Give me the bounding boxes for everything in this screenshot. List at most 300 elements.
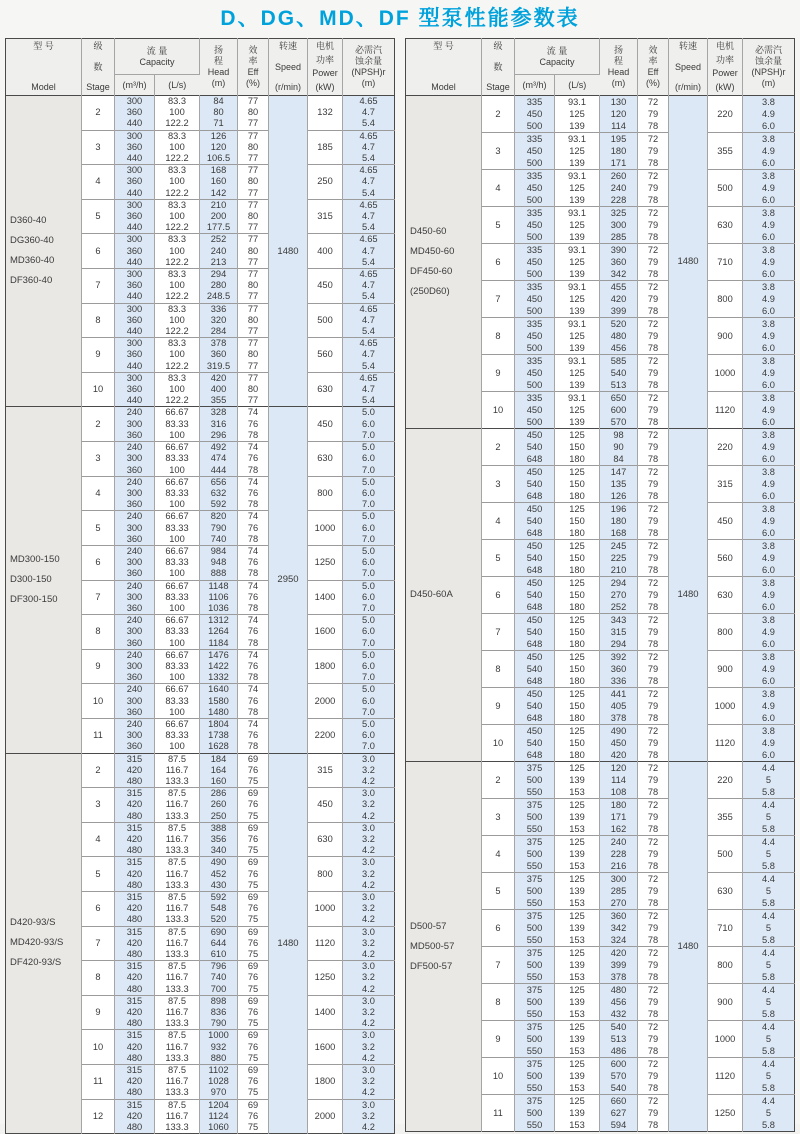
eff-cell: 78 (638, 379, 669, 392)
npsh-cell: 4.4 (743, 947, 795, 960)
npsh-cell: 3.8 (743, 614, 795, 627)
flow-ls-cell: 122.2 (154, 153, 199, 165)
flow-ls-cell: 87.5 (154, 995, 199, 1007)
head-cell: 171 (600, 811, 638, 823)
npsh-cell: 4.7 (343, 246, 395, 257)
head-cell: 600 (600, 1058, 638, 1071)
capacity-m3h-header: (m³/h) (515, 75, 555, 96)
head-cell: 420 (200, 372, 238, 384)
head-cell: 592 (200, 499, 238, 511)
eff-cell: 69 (238, 995, 269, 1007)
power-cell: 355 (708, 133, 743, 170)
npsh-cell: 4.9 (743, 367, 795, 379)
flow-ls-cell: 83.33 (154, 488, 199, 499)
flow-m3h-cell: 500 (515, 885, 555, 897)
flow-m3h-cell: 500 (515, 157, 555, 170)
flow-ls-cell: 116.7 (154, 938, 199, 949)
flow-m3h-cell: 315 (114, 995, 154, 1007)
npsh-cell: 6.0 (743, 305, 795, 318)
eff-cell: 72 (638, 429, 669, 442)
flow-ls-cell: 139 (555, 811, 600, 823)
eff-cell: 75 (238, 845, 269, 857)
flow-m3h-cell: 300 (114, 453, 154, 464)
eff-cell: 77 (238, 188, 269, 200)
head-cell: 1124 (200, 1111, 238, 1122)
flow-ls-cell: 83.33 (154, 557, 199, 568)
stage-cell: 5 (482, 873, 515, 910)
flow-ls-cell: 125 (555, 614, 600, 627)
head-cell: 1332 (200, 672, 238, 684)
flow-m3h-cell: 450 (515, 256, 555, 268)
flow-ls-cell: 125 (555, 688, 600, 701)
head-cell: 343 (600, 614, 638, 627)
flow-ls-cell: 83.33 (154, 523, 199, 534)
eff-cell: 77 (238, 257, 269, 269)
head-cell: 490 (200, 857, 238, 869)
eff-cell: 74 (238, 649, 269, 661)
stage-cell: 9 (81, 995, 114, 1030)
head-cell: 328 (200, 407, 238, 419)
pump-table-right (405, 38, 795, 1134)
npsh-cell: 4.9 (743, 293, 795, 305)
flow-m3h-cell: 500 (515, 231, 555, 244)
npsh-cell: 6.0 (343, 453, 395, 464)
stage-cell: 10 (81, 684, 114, 719)
power-cell: 220 (708, 762, 743, 799)
flow-ls-cell: 122.2 (154, 361, 199, 373)
npsh-cell: 3.2 (343, 938, 395, 949)
power-cell: 220 (708, 96, 743, 133)
stage-cell: 3 (482, 799, 515, 836)
flow-ls-cell: 125 (555, 293, 600, 305)
npsh-cell: 4.7 (343, 280, 395, 291)
stage-cell: 9 (482, 1021, 515, 1058)
eff-cell: 78 (638, 786, 669, 799)
head-cell: 1204 (200, 1099, 238, 1111)
flow-m3h-cell: 480 (114, 1018, 154, 1030)
flow-ls-cell: 139 (555, 1107, 600, 1119)
table-header (5, 39, 394, 96)
flow-m3h-cell: 450 (515, 688, 555, 701)
flow-ls-cell: 125 (555, 984, 600, 997)
head-cell: 740 (200, 534, 238, 546)
eff-cell: 80 (238, 142, 269, 153)
stage-cell: 6 (81, 892, 114, 927)
eff-cell: 76 (238, 1076, 269, 1087)
flow-m3h-cell: 450 (515, 651, 555, 664)
head-cell: 360 (600, 910, 638, 923)
eff-cell: 77 (238, 291, 269, 303)
flow-m3h-cell: 648 (515, 712, 555, 725)
flow-m3h-cell: 420 (114, 1007, 154, 1018)
flow-ls-cell: 180 (555, 490, 600, 503)
flow-m3h-cell: 360 (114, 465, 154, 477)
flow-ls-cell: 122.2 (154, 222, 199, 234)
head-cell: 168 (200, 165, 238, 177)
speed-cell: 1480 (669, 96, 708, 429)
head-cell: 296 (200, 430, 238, 442)
power-cell: 185 (308, 130, 343, 165)
flow-ls-cell: 125 (555, 577, 600, 590)
power-cell: 315 (308, 753, 343, 788)
eff-cell: 78 (238, 638, 269, 650)
npsh-cell: 3.2 (343, 834, 395, 845)
stage-cell: 9 (482, 355, 515, 392)
power-cell: 900 (708, 984, 743, 1021)
flow-ls-cell: 87.5 (154, 822, 199, 834)
head-cell: 315 (600, 626, 638, 638)
flow-ls-cell: 93.1 (555, 96, 600, 109)
head-cell: 644 (200, 938, 238, 949)
eff-cell: 72 (638, 207, 669, 220)
stage-cell: 7 (81, 926, 114, 961)
eff-cell: 75 (238, 1018, 269, 1030)
npsh-cell: 4.4 (743, 1021, 795, 1034)
flow-ls-cell: 83.3 (154, 303, 199, 315)
eff-cell: 78 (638, 1008, 669, 1021)
npsh-cell: 6.0 (743, 564, 795, 577)
eff-cell: 79 (638, 737, 669, 749)
flow-m3h-cell: 360 (114, 142, 154, 153)
eff-cell: 78 (638, 1119, 669, 1132)
speed-cell: 1480 (669, 429, 708, 762)
npsh-header: 必需汽 蚀余量 (NPSH)r (m) (343, 39, 395, 96)
flow-ls-cell: 150 (555, 700, 600, 712)
eff-cell: 79 (638, 922, 669, 934)
eff-cell: 77 (238, 361, 269, 373)
flow-m3h-cell: 300 (114, 626, 154, 637)
flow-ls-cell: 180 (555, 601, 600, 614)
head-cell: 126 (600, 490, 638, 503)
flow-ls-cell: 125 (555, 836, 600, 849)
head-cell: 355 (200, 395, 238, 407)
eff-cell: 78 (638, 120, 669, 133)
flow-ls-cell: 122.2 (154, 326, 199, 338)
eff-cell: 78 (638, 527, 669, 540)
npsh-cell: 7.0 (343, 465, 395, 477)
npsh-cell: 4.2 (343, 880, 395, 892)
flow-ls-cell: 66.67 (154, 718, 199, 730)
eff-cell: 72 (638, 318, 669, 331)
stage-cell: 8 (482, 318, 515, 355)
eff-cell: 72 (638, 725, 669, 738)
flow-ls-cell: 83.33 (154, 626, 199, 637)
stage-cell: 6 (482, 577, 515, 614)
flow-m3h-cell: 500 (515, 922, 555, 934)
head-cell: 1184 (200, 638, 238, 650)
eff-cell: 79 (638, 848, 669, 860)
eff-cell: 76 (238, 765, 269, 776)
npsh-cell: 5.4 (343, 188, 395, 200)
head-cell: 168 (600, 527, 638, 540)
npsh-cell: 4.65 (343, 372, 395, 384)
flow-ls-cell: 153 (555, 1082, 600, 1095)
eff-cell: 77 (238, 372, 269, 384)
power-cell: 1800 (308, 649, 343, 684)
flow-ls-cell: 133.3 (154, 776, 199, 788)
head-cell: 114 (600, 120, 638, 133)
flow-m3h-cell: 550 (515, 934, 555, 947)
eff-cell: 76 (238, 488, 269, 499)
head-cell: 84 (200, 96, 238, 108)
stage-cell: 5 (81, 199, 114, 234)
stage-cell: 8 (81, 303, 114, 338)
head-cell: 450 (600, 737, 638, 749)
flow-ls-cell: 180 (555, 638, 600, 651)
npsh-cell: 4.4 (743, 762, 795, 775)
flow-m3h-cell: 375 (515, 836, 555, 849)
head-cell: 142 (200, 188, 238, 200)
head-cell: 392 (600, 651, 638, 664)
flow-m3h-cell: 360 (114, 534, 154, 546)
eff-cell: 78 (238, 741, 269, 753)
stage-cell: 4 (81, 476, 114, 511)
flow-m3h-cell: 315 (114, 857, 154, 869)
stage-cell: 5 (482, 540, 515, 577)
npsh-cell: 5.8 (743, 1008, 795, 1021)
flow-ls-cell: 180 (555, 453, 600, 466)
npsh-cell: 5 (743, 996, 795, 1008)
flow-ls-cell: 66.67 (154, 442, 199, 454)
flow-ls-cell: 139 (555, 342, 600, 355)
flow-m3h-cell: 375 (515, 799, 555, 812)
npsh-cell: 4.4 (743, 836, 795, 849)
eff-cell: 80 (238, 315, 269, 326)
npsh-cell: 3.2 (343, 903, 395, 914)
npsh-cell: 5.0 (343, 511, 395, 523)
flow-m3h-cell: 240 (114, 511, 154, 523)
head-cell: 294 (600, 638, 638, 651)
flow-ls-cell: 125 (555, 108, 600, 120)
flow-m3h-cell: 480 (114, 1122, 154, 1134)
flow-m3h-cell: 540 (515, 626, 555, 638)
flow-ls-cell: 125 (555, 466, 600, 479)
power-cell: 315 (308, 199, 343, 234)
head-cell: 592 (200, 892, 238, 904)
flow-ls-cell: 87.5 (154, 892, 199, 904)
eff-cell: 72 (638, 799, 669, 812)
eff-cell: 78 (638, 897, 669, 910)
npsh-cell: 4.2 (343, 776, 395, 788)
flow-ls-cell: 87.5 (154, 857, 199, 869)
eff-cell: 74 (238, 545, 269, 557)
stage-cell: 3 (482, 466, 515, 503)
flow-ls-cell: 139 (555, 922, 600, 934)
flow-m3h-cell: 335 (515, 170, 555, 183)
head-cell: 280 (200, 280, 238, 291)
head-cell: 360 (600, 663, 638, 675)
head-header: 扬 程 Head (m) (600, 39, 638, 96)
eff-cell: 79 (638, 293, 669, 305)
flow-m3h-cell: 335 (515, 281, 555, 294)
eff-cell: 72 (638, 1095, 669, 1108)
eff-cell: 78 (238, 707, 269, 719)
npsh-cell: 3.0 (343, 1065, 395, 1077)
flow-ls-cell: 153 (555, 1008, 600, 1021)
stage-cell: 11 (482, 1095, 515, 1132)
npsh-cell: 3.0 (343, 995, 395, 1007)
npsh-cell: 4.4 (743, 1058, 795, 1071)
head-cell: 420 (600, 749, 638, 762)
flow-ls-cell: 66.67 (154, 580, 199, 592)
capacity-header: 流 量 Capacity (114, 39, 199, 75)
flow-ls-cell: 153 (555, 786, 600, 799)
head-cell: 252 (600, 601, 638, 614)
head-cell: 106.5 (200, 153, 238, 165)
head-cell: 228 (600, 848, 638, 860)
head-cell: 284 (200, 326, 238, 338)
power-cell: 1600 (308, 1030, 343, 1065)
power-cell: 500 (308, 303, 343, 338)
flow-m3h-cell: 420 (114, 834, 154, 845)
eff-cell: 76 (238, 419, 269, 430)
flow-ls-cell: 139 (555, 416, 600, 429)
npsh-cell: 5 (743, 959, 795, 971)
flow-m3h-cell: 240 (114, 476, 154, 488)
head-cell: 316 (200, 419, 238, 430)
head-cell: 98 (600, 429, 638, 442)
npsh-cell: 6.0 (743, 231, 795, 244)
flow-m3h-cell: 450 (515, 108, 555, 120)
flow-ls-cell: 133.3 (154, 949, 199, 961)
head-cell: 325 (600, 207, 638, 220)
head-cell: 285 (600, 885, 638, 897)
eff-cell: 78 (638, 638, 669, 651)
flow-m3h-cell: 375 (515, 1095, 555, 1108)
head-cell: 888 (200, 568, 238, 580)
eff-cell: 77 (238, 234, 269, 246)
head-cell: 160 (200, 776, 238, 788)
power-cell: 710 (708, 244, 743, 281)
head-cell: 660 (600, 1095, 638, 1108)
flow-m3h-cell: 360 (114, 315, 154, 326)
model-section (5, 96, 394, 407)
npsh-cell: 3.2 (343, 1076, 395, 1087)
head-cell: 1422 (200, 661, 238, 672)
flow-ls-cell: 66.67 (154, 684, 199, 696)
flow-m3h-cell: 550 (515, 1008, 555, 1021)
flow-m3h-cell: 480 (114, 1087, 154, 1099)
head-cell: 690 (200, 926, 238, 938)
eff-cell: 72 (638, 614, 669, 627)
flow-m3h-cell: 300 (114, 488, 154, 499)
npsh-cell: 5.0 (343, 684, 395, 696)
flow-ls-cell: 93.1 (555, 244, 600, 257)
head-cell: 147 (600, 466, 638, 479)
eff-cell: 78 (238, 499, 269, 511)
head-cell: 740 (200, 972, 238, 983)
flow-ls-cell: 100 (154, 176, 199, 187)
npsh-cell: 5.8 (743, 1045, 795, 1058)
npsh-cell: 6.0 (343, 661, 395, 672)
eff-cell: 78 (638, 305, 669, 318)
flow-m3h-cell: 540 (515, 441, 555, 453)
head-cell: 650 (600, 392, 638, 405)
stage-cell: 7 (482, 947, 515, 984)
flow-ls-cell: 93.1 (555, 133, 600, 146)
npsh-cell: 4.2 (343, 845, 395, 857)
flow-ls-cell: 150 (555, 737, 600, 749)
stage-cell: 10 (81, 372, 114, 407)
head-cell: 130 (600, 96, 638, 109)
flow-ls-cell: 150 (555, 626, 600, 638)
eff-cell: 72 (638, 392, 669, 405)
npsh-cell: 3.0 (343, 926, 395, 938)
speed-cell: 1480 (669, 762, 708, 1132)
head-cell: 399 (600, 959, 638, 971)
npsh-cell: 5.4 (343, 118, 395, 130)
flow-m3h-cell: 300 (114, 592, 154, 603)
head-cell: 456 (600, 996, 638, 1008)
flow-m3h-cell: 240 (114, 718, 154, 730)
flow-m3h-cell: 300 (114, 130, 154, 142)
npsh-cell: 4.9 (743, 589, 795, 601)
stage-cell: 7 (482, 614, 515, 651)
npsh-cell: 6.0 (743, 749, 795, 762)
flow-ls-cell: 125 (555, 503, 600, 516)
flow-m3h-cell: 450 (515, 367, 555, 379)
flow-ls-cell: 133.3 (154, 1053, 199, 1065)
power-cell: 1000 (308, 511, 343, 546)
head-cell: 260 (200, 799, 238, 810)
flow-ls-cell: 125 (555, 1095, 600, 1108)
flow-ls-cell: 125 (555, 429, 600, 442)
npsh-cell: 3.8 (743, 540, 795, 553)
flow-ls-cell: 100 (154, 142, 199, 153)
eff-cell: 74 (238, 580, 269, 592)
flow-ls-cell: 139 (555, 885, 600, 897)
flow-m3h-cell: 450 (515, 466, 555, 479)
flow-m3h-cell: 540 (515, 515, 555, 527)
flow-m3h-cell: 550 (515, 1082, 555, 1095)
npsh-cell: 3.2 (343, 972, 395, 983)
head-cell: 184 (200, 753, 238, 765)
npsh-cell: 5.0 (343, 580, 395, 592)
head-cell: 600 (600, 404, 638, 416)
eff-cell: 76 (238, 903, 269, 914)
flow-m3h-cell: 480 (114, 845, 154, 857)
flow-ls-cell: 139 (555, 194, 600, 207)
flow-ls-cell: 125 (555, 947, 600, 960)
flow-m3h-cell: 375 (515, 947, 555, 960)
eff-cell: 76 (238, 661, 269, 672)
flow-m3h-cell: 300 (114, 523, 154, 534)
eff-cell: 72 (638, 96, 669, 109)
flow-m3h-cell: 335 (515, 244, 555, 257)
npsh-cell: 6.0 (343, 592, 395, 603)
flow-m3h-cell: 240 (114, 684, 154, 696)
flow-ls-cell: 180 (555, 564, 600, 577)
flow-m3h-cell: 335 (515, 133, 555, 146)
flow-m3h-cell: 335 (515, 207, 555, 220)
stage-cell: 6 (482, 244, 515, 281)
flow-ls-cell: 139 (555, 774, 600, 786)
flow-m3h-cell: 540 (515, 589, 555, 601)
eff-header: 效 率 Eff (%) (238, 39, 269, 96)
flow-ls-cell: 100 (154, 534, 199, 546)
power-cell: 630 (308, 372, 343, 407)
npsh-cell: 3.0 (343, 961, 395, 973)
power-cell: 1250 (308, 545, 343, 580)
flow-m3h-cell: 550 (515, 897, 555, 910)
npsh-cell: 6.0 (743, 120, 795, 133)
eff-cell: 79 (638, 774, 669, 786)
npsh-cell: 3.8 (743, 355, 795, 368)
eff-cell: 79 (638, 404, 669, 416)
power-cell: 450 (308, 269, 343, 304)
flow-ls-cell: 150 (555, 441, 600, 453)
flow-m3h-cell: 375 (515, 762, 555, 775)
